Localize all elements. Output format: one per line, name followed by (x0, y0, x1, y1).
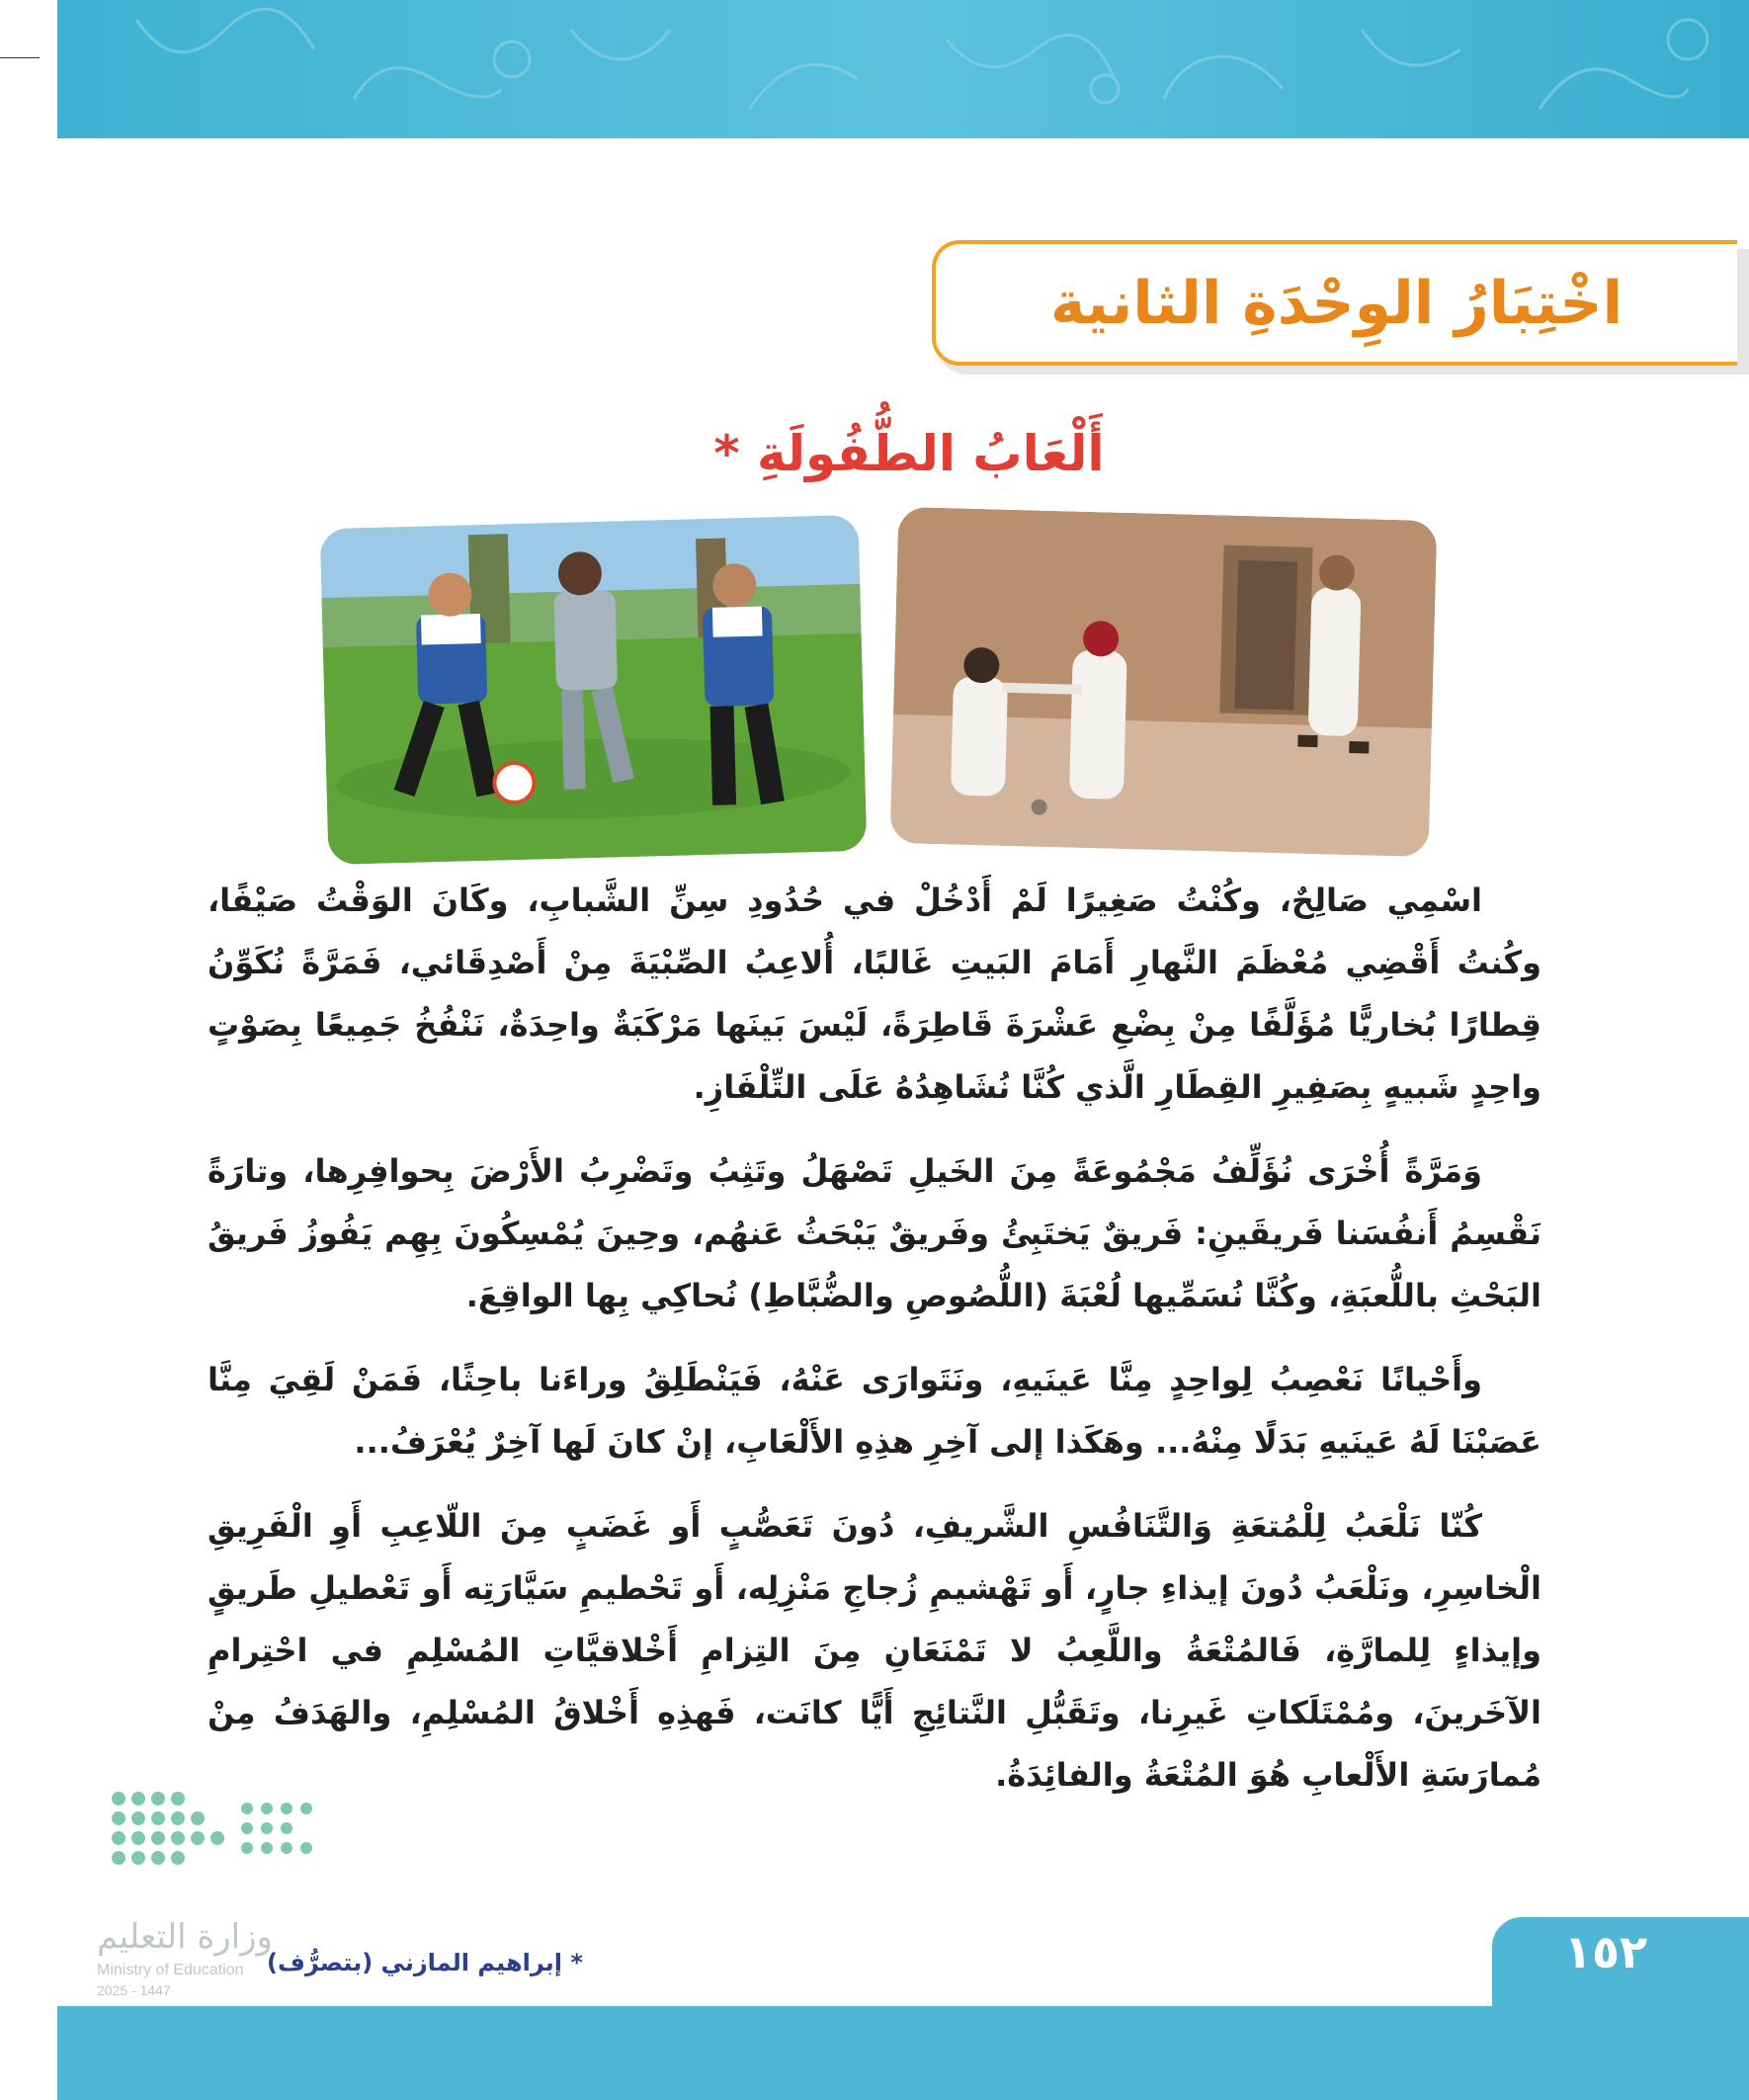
crop-mark (0, 57, 40, 58)
courtyard-scene-icon (890, 507, 1438, 857)
unit-test-title: اخْتِبَارُ الوِحْدَةِ الثانية (1049, 268, 1624, 338)
page-number: ١٥٢ (1563, 1925, 1648, 1978)
body-text (208, 870, 1541, 1828)
ministry-name-en: Ministry of Education (97, 1962, 244, 1978)
photo-football (320, 515, 868, 865)
calligraphy-pattern-icon (57, 0, 1749, 138)
bottom-band (57, 2006, 1749, 2100)
ministry-year: 2025 - 1447 (97, 1982, 171, 1998)
ministry-name-ar: وزارة التعليم (97, 1917, 273, 1957)
football-scene-icon (320, 515, 868, 865)
paragraph: اسْمِي صَالِحٌ، وكُنْتُ صَغِيرًا لَمْ أَدْخُلْ في حُدُودِ سِنِّ الشَّبابِ، وكَانَ الوَقْتُ صَيْفًا، وكُنتُ أَقْضِي مُعْظَمَ النَّهارِ أَمَامَ البَيتِ غَالبًا، أُلاعِبُ الصِّبْيَةَ مِنْ أَصْدِقَائي، فَمَرَّةً نُكَوِّنُ قِطارًا بُخاريًّا مُؤَلَّفًا مِنْ بِضْعِ عَشْرَةَ قَاطِرَةً، لَيْسَ بَينَها مَرْكَبَةٌ واحِدَةٌ، نَنْفُخُ جَمِيعًا بِصَوْتٍ واحِدٍ شَبيهٍ بِصَفِيرِ القِطَارِ الَّذي كُنَّا نُشَاهِدُهُ عَلَى التِّلْفَازِ. (208, 882, 1541, 1106)
photo-courtyard (890, 507, 1438, 857)
ministry-logo-icon (99, 1779, 336, 1927)
lesson-title: أَلْعَابُ الطُّفُولَةِ * (713, 425, 1105, 482)
paragraph: وأَحْيانًا نَعْصِبُ لِواحِدٍ مِنَّا عَينَيهِ، ونَتَوارَى عَنْهُ، فَيَنْطَلِقُ وراءَنا باحِثًا، فَمَنْ لَقِيَ مِنَّا عَصَبْنَا لَهُ عَينَيهِ بَدَلًا مِنْهُ... وهَكَذا إلى آخِرِ هذِهِ الأَلْعَابِ، إنْ كانَ لَها آخِرٌ يُعْرَفُ... (208, 1361, 1541, 1461)
top-decorative-band (57, 0, 1749, 138)
paragraph: كُنّا نَلْعَبُ لِلْمُتعَةِ وَالتَّنَافُسِ الشَّريفِ، دُونَ تَعَصُّبٍ أَو غَضَبٍ مِنَ اللّاعِبِ أَوِ الْفَرِيقِ الْخاسِرِ، ونَلْعَبُ دُونَ إيذاءِ جارٍ، أَو تَهْشيمِ زُجاجِ مَنْزِلِه، أَو تَحْطيمِ سَيَّارَتِه أَو تَعْطيلِ طَريقٍ وإيذاءٍ لِلمارَّةِ، فَالمُتْعَةُ واللَّعِبُ لا تَمْنَعَانِ مِنَ التِزامِ أَخْلاقيَّاتِ المُسْلِمِ في احْتِرامِ الآخَرينَ، ومُمْتَلَكاتِ غَيرِنا، وتَقَبُّلِ النَّتائِجِ أَيًّا كانَت، فَهذِهِ أَخْلاقُ المُسْلِمِ، والهَدَفُ مِنْ مُمارَسَةِ الأَلْعابِ هُوَ المُتْعَةُ والفائِدَةُ. (208, 1507, 1541, 1794)
unit-test-title-box (932, 240, 1737, 366)
source-note: * إبراهيم المازني (بتصرُّف) (267, 1949, 583, 1976)
paragraph: وَمَرَّةً أُخْرَى نُؤَلِّفُ مَجْمُوعَةً مِنَ الخَيلِ تَصْهَلُ وتَثِبُ وتَضْرِبُ الأَرْضَ بِحوافِرِها، وتارَةً نَقْسِمُ أَنفُسَنا فَريقَينِ: فَريقٌ يَختَبِئُ وفَريقٌ يَبْحَثُ عَنهُم، وحِينَ يُمْسِكُونَ بِهِم يَفُوزُ فَريقُ البَحْثِ باللُّعبَةِ، وكُنَّا نُسَمِّيها لُعْبَةَ (اللُّصُوصِ والضُّبَّاطِ) نُحاكِي بِها الواقِعَ. (208, 1152, 1541, 1314)
